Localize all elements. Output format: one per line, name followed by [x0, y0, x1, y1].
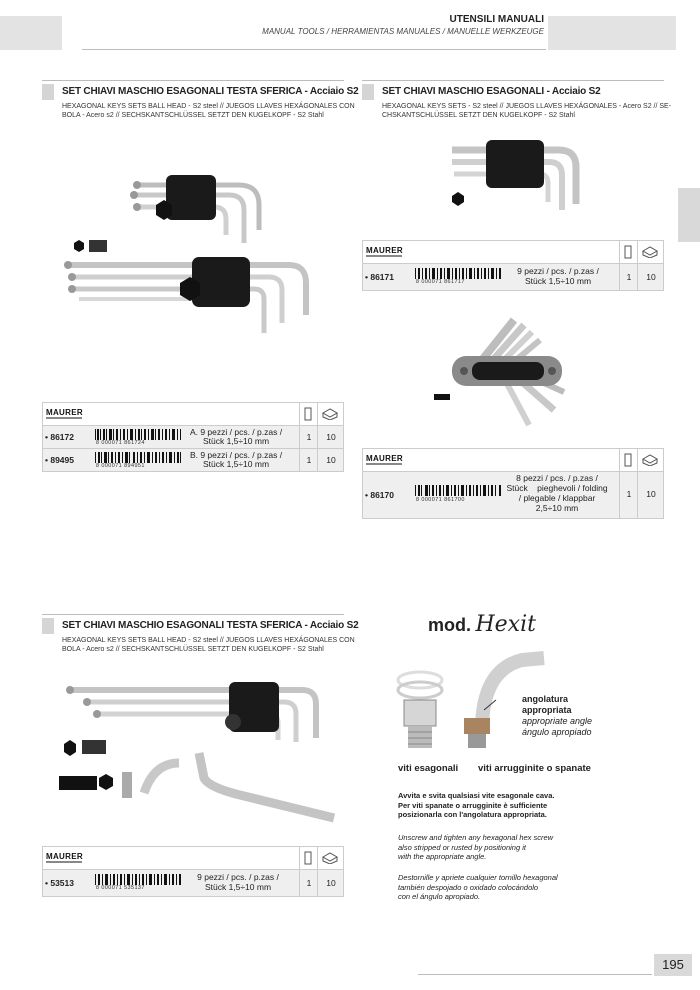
- box-icon-cell: [317, 847, 318, 869]
- barcode-number: 8 000071 861700: [416, 497, 465, 503]
- article-code: • 89495: [45, 455, 74, 465]
- label-hex-screws: viti esagonali: [398, 763, 459, 774]
- hex-socket-icons: [74, 240, 107, 252]
- box-pack-icon: [641, 246, 659, 258]
- hexit-es-line2: también despojado o oxidado colocándolo: [398, 882, 539, 892]
- product-desc-line2: Stück 1,5÷10 mm: [524, 276, 592, 286]
- section3-table: [362, 448, 664, 519]
- angle-it-line1: angolatura: [522, 694, 569, 704]
- section2-product-image: [364, 132, 662, 237]
- barcode-number: 8 000071 894951: [96, 463, 145, 469]
- folding-hex-key-image: [364, 300, 662, 440]
- hex-key-set: [452, 140, 576, 210]
- section1-tab: [42, 84, 54, 100]
- hexit-it-line1: Avvita e svita qualsiasi vite esagonale cava.: [398, 791, 555, 800]
- product-desc-line2: Stück 1,5÷10 mm: [202, 436, 270, 446]
- folding-hex-key-set: [434, 320, 564, 425]
- header-subtitle: MANUAL TOOLS / HERRAMIENTAS MANUALES / MANUELLE WERKZEUGE: [262, 27, 544, 36]
- hexit-angle-label: [522, 694, 592, 738]
- brand-logo-underline: [366, 255, 402, 257]
- barcode-number: 8 000071 861724: [96, 440, 145, 446]
- qty-box: [317, 449, 344, 471]
- page-number: 195: [654, 954, 692, 976]
- section4-product-image: [44, 668, 344, 833]
- table-row: [363, 472, 663, 518]
- section2-title: SET CHIAVI MASCHIO ESAGONALI - Acciaio S2: [382, 86, 601, 97]
- qty-single-value: 1: [626, 489, 632, 499]
- qty-box: [637, 472, 664, 518]
- brand-logo-underline: [46, 861, 82, 863]
- qty-single-value: 1: [306, 455, 312, 465]
- qty-single: [619, 264, 638, 290]
- pack-icon-cell: [299, 403, 300, 425]
- table-header: [363, 241, 663, 264]
- section2-desc-2: CHSKANTSCHLÜSSEL SETZT DEN KUGELKOPF - S2 Stahl: [382, 112, 575, 119]
- single-pack-icon: [303, 407, 313, 421]
- hexit-illustration: [372, 640, 662, 765]
- ball-hex-key-set-small: [130, 175, 259, 243]
- hexit-mod-label: mod.: [428, 615, 471, 635]
- barcode: [95, 874, 181, 885]
- barcode: [415, 485, 501, 496]
- brand-logo: MAURER: [366, 246, 403, 255]
- section4-desc-1: HEXAGONAL KEYS SETS BALL HEAD - S2 steel // JUEGOS LLAVES HEXÁGONALES CON: [62, 637, 355, 644]
- pack-icon-cell: [619, 241, 620, 263]
- qty-single: [299, 426, 318, 448]
- qty-box-value: 10: [326, 432, 336, 442]
- qty-box-value: 10: [326, 455, 336, 465]
- qty-single-value: 1: [306, 878, 312, 888]
- section1-table: [42, 402, 344, 472]
- section2-rule: [362, 80, 664, 81]
- article-code: • 86172: [45, 432, 74, 442]
- single-pack-icon: [303, 851, 313, 865]
- hex-socket-icons: [59, 740, 132, 798]
- header-left-bar: [0, 16, 62, 50]
- section2-desc-1: HEXAGONAL KEYS SETS - S2 steel // JUEGOS LLAVES HEXÁGONALES - Acero S2 // SE-: [382, 103, 672, 110]
- section4-table: [42, 846, 344, 897]
- hexit-title: [428, 612, 536, 637]
- hex-screw-straight: [398, 672, 442, 748]
- box-pack-icon: [641, 454, 659, 466]
- hexit-en-line2: also stripped or rusted by positioning it: [398, 842, 526, 852]
- header-right-bar: [548, 16, 676, 50]
- hexit-es-line3: con el ángulo apropiado.: [398, 892, 481, 901]
- box-pack-icon: [321, 408, 339, 420]
- hexit-en-line3: with the appropriate angle.: [398, 852, 487, 861]
- angle-en: appropriate angle: [522, 716, 593, 726]
- hexit-text-it: [398, 791, 554, 820]
- table-row: [363, 264, 663, 290]
- label-rusted-screws: viti arrugginite o spanate: [478, 763, 591, 774]
- qty-single-value: 1: [306, 432, 312, 442]
- section4-title: SET CHIAVI MASCHIO ESAGONALI TESTA SFERICA - Acciaio S2: [62, 620, 359, 631]
- ball-hex-key-set-long: [66, 682, 316, 742]
- angle-it-line2: appropriata: [522, 705, 572, 715]
- product-desc-line4: 2,5÷10 mm: [535, 503, 579, 513]
- hexit-es-line1: Destornille y apriete cualquier tornillo hexagonal: [398, 873, 558, 882]
- box-pack-icon: [321, 852, 339, 864]
- article-code: • 86171: [365, 272, 394, 282]
- table-row: [43, 426, 343, 449]
- header-rule: [82, 49, 546, 50]
- section2-table: [362, 240, 664, 291]
- qty-box-value: 10: [646, 489, 656, 499]
- qty-single-value: 1: [626, 272, 632, 282]
- box-icon-cell: [317, 403, 318, 425]
- hexit-en-line1: Unscrew and tighten any hexagonal hex screw: [398, 833, 554, 842]
- ball-hex-key-set-large: [64, 257, 306, 333]
- product-desc-line3: / plegable / klappbar: [518, 493, 596, 503]
- footer-rule: [418, 974, 652, 975]
- brand-logo: MAURER: [46, 852, 83, 861]
- qty-box-value: 10: [646, 272, 656, 282]
- section4-tab: [42, 618, 54, 634]
- section4-desc-2: BOLA - Acero s2 // SECHSKANTSCHLÜSSEL SETZT DEN KUGELKOPF - S2 Stahl: [62, 646, 324, 653]
- single-pack-icon: [623, 245, 633, 259]
- ball-hex-key-demo: [144, 753, 334, 818]
- barcode: [95, 429, 181, 440]
- article-code: • 53513: [45, 878, 74, 888]
- section1-desc-2: BOLA - Acero s2 // SECHSKANTSCHLÜSSEL SETZT DEN KUGELKOPF - S2 Stahl: [62, 112, 324, 119]
- hexit-it-line3: posizionarla con l'angolatura appropriata.: [398, 810, 547, 819]
- barcode: [415, 268, 501, 279]
- barcode: [95, 452, 181, 463]
- brand-logo-underline: [46, 417, 82, 419]
- qty-box: [637, 264, 664, 290]
- product-desc-line2: Stück 1,5÷10 mm: [202, 459, 270, 469]
- qty-box-value: 10: [326, 878, 336, 888]
- section1-product-image: [44, 165, 344, 345]
- hexit-name: Hexit: [475, 612, 536, 637]
- qty-single: [299, 870, 318, 896]
- box-icon-cell: [637, 241, 638, 263]
- brand-logo: MAURER: [46, 408, 83, 417]
- hexit-it-line2: Per viti spanate o arrugginite è sufficiente: [398, 800, 548, 810]
- product-desc-line2: Stück pieghevoli / folding: [506, 483, 608, 493]
- hexit-text-en: [398, 833, 553, 862]
- product-desc-line1: A. 9 pezzi / pcs. / p.zas /: [189, 427, 283, 437]
- product-desc-line2: Stück 1,5÷10 mm: [204, 882, 272, 892]
- qty-single: [619, 472, 638, 518]
- angle-es: ángulo apropiado: [522, 727, 592, 737]
- product-desc-line1: 8 pezzi / pcs. / p.zas /: [516, 473, 598, 483]
- qty-box: [317, 426, 344, 448]
- box-icon-cell: [637, 449, 638, 471]
- table-header: [363, 449, 663, 472]
- section1-rule: [42, 80, 344, 81]
- product-desc-line1: 9 pezzi / pcs. / p.zas /: [197, 872, 279, 882]
- single-pack-icon: [623, 453, 633, 467]
- header-title: UTENSILI MANUALI: [449, 14, 544, 25]
- product-desc-line1: B. 9 pezzi / pcs. / p.zas /: [189, 450, 283, 460]
- pack-icon-cell: [619, 449, 620, 471]
- section1-desc-1: HEXAGONAL KEYS SETS BALL HEAD - S2 steel // JUEGOS LLAVES HEXÁGONALES CON: [62, 103, 355, 110]
- side-tab: [678, 188, 700, 242]
- product-desc-line1: 9 pezzi / pcs. / p.zas /: [517, 266, 599, 276]
- pack-icon-cell: [299, 847, 300, 869]
- table-row: [43, 870, 343, 896]
- brand-logo-underline: [366, 463, 402, 465]
- section2-tab: [362, 84, 374, 100]
- section1-title: SET CHIAVI MASCHIO ESAGONALI TESTA SFERICA - Acciaio S2: [62, 86, 359, 97]
- article-code: • 86170: [365, 490, 394, 500]
- table-header: [43, 403, 343, 426]
- brand-logo: MAURER: [366, 454, 403, 463]
- table-header: [43, 847, 343, 870]
- barcode-number: 8 000071 535137: [96, 885, 145, 891]
- qty-single: [299, 449, 318, 471]
- table-row: [43, 449, 343, 471]
- hexit-text-es: [398, 873, 558, 902]
- section4-rule: [42, 614, 344, 615]
- barcode-number: 8 000071 861717: [416, 279, 465, 285]
- qty-box: [317, 870, 344, 896]
